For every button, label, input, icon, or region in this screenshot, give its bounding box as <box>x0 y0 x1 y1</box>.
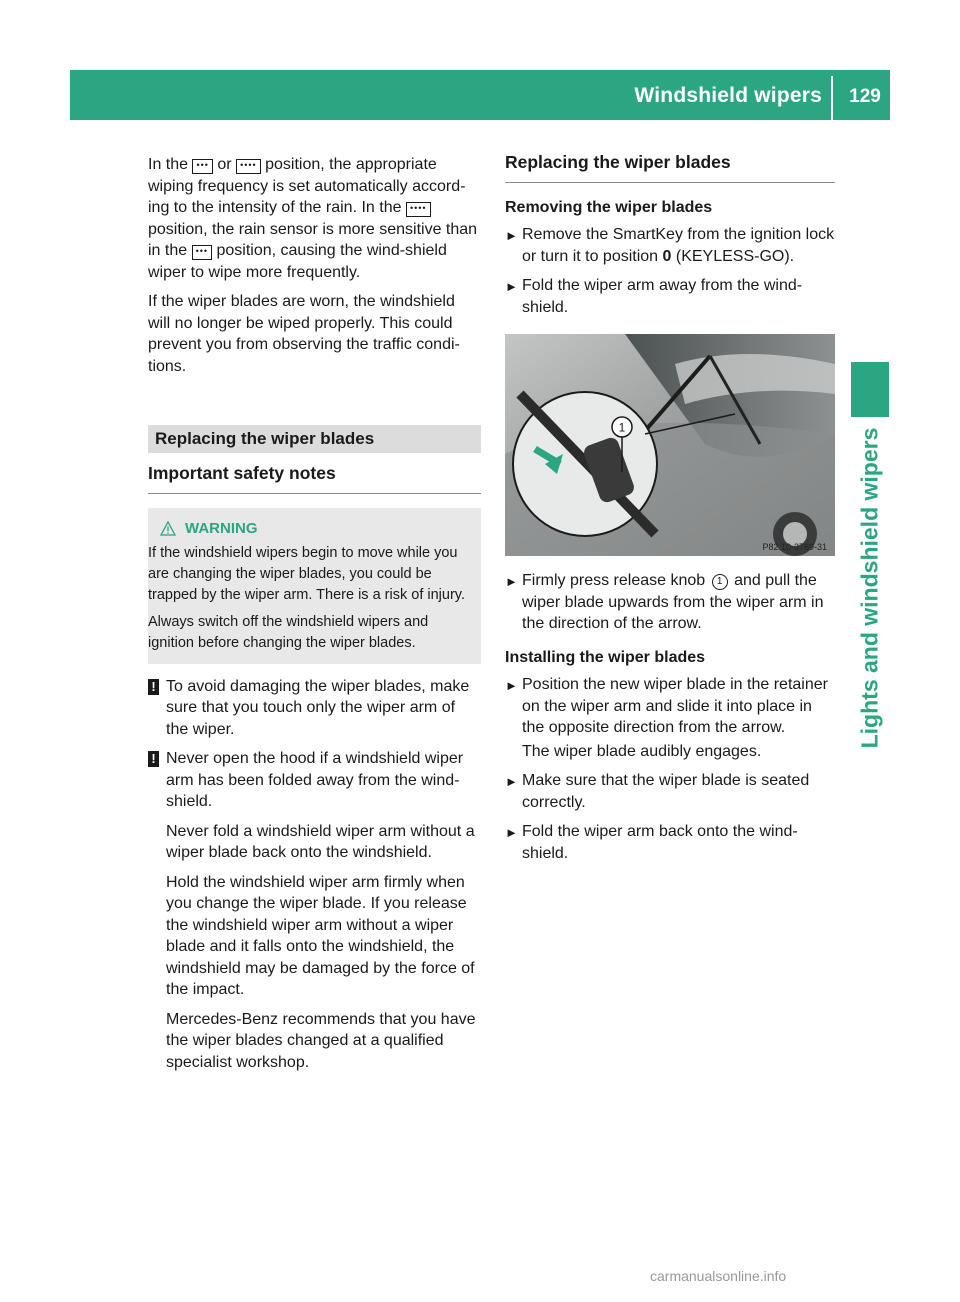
install-step-3 <box>505 821 835 864</box>
press-knob-step <box>505 570 835 635</box>
note-hood <box>151 748 481 1073</box>
step-text-bold: 0 <box>662 247 672 265</box>
exclamation-note-icon: ! <box>148 679 159 695</box>
figure-code: P82.10-3769-31 <box>762 542 827 552</box>
note-avoid-damage <box>151 676 481 741</box>
remove-step-2 <box>505 275 835 318</box>
remove-step-1 <box>505 224 835 267</box>
right-column <box>505 150 835 872</box>
step-text: Fold the wiper arm back onto the wind-shield. <box>522 823 798 862</box>
intro-text: position, the appropriate wiping frequency is set automatically accord-ing to the intensity of the rain. In the <box>148 156 466 216</box>
install-step-2 <box>505 770 835 813</box>
note-text: Never open the hood if a windshield wiper arm has been folded away from the wind-shield. <box>166 750 464 810</box>
header-divider <box>831 76 833 120</box>
arrow-bullet-icon: ► <box>505 678 518 693</box>
step-text: and pull the wiper blade upwards from the wiper arm in the direction of the arrow. <box>522 572 824 632</box>
removing-heading: Removing the wiper blades <box>505 198 713 216</box>
warning-text-1: If the windshield wipers begin to move while you are changing the wiper blades, you could be trapped by the wiper arm. There is a risk of injury. <box>148 544 465 603</box>
right-heading: Replacing the wiper blades <box>505 150 835 183</box>
step-text: Firmly press release knob <box>522 572 710 589</box>
side-tab-marker <box>851 362 889 417</box>
left-column <box>148 154 481 1081</box>
interval-3-icon: ••• <box>192 159 212 174</box>
arrow-bullet-icon: ► <box>505 574 518 589</box>
warning-text-2: Always switch off the windshield wipers and ignition before changing the wiper blades. <box>148 613 429 651</box>
worn-blades-paragraph: If the wiper blades are worn, the windshield will no longer be wiped properly. This could prevent you from observing the traffic condi-tions. <box>148 293 460 375</box>
arrow-bullet-icon: ► <box>505 279 518 294</box>
footer-watermark: carmanualsonline.info <box>650 1268 787 1284</box>
warning-box <box>148 508 481 664</box>
side-tab-label: Lights and windshield wipers <box>856 427 883 749</box>
warning-triangle-icon <box>160 521 176 536</box>
header-title: Windshield wipers <box>634 84 822 107</box>
warning-label: WARNING <box>185 519 258 537</box>
safety-notes-heading: Important safety notes <box>148 463 481 494</box>
intro-text: or <box>212 156 237 173</box>
exclamation-note-icon: ! <box>148 751 159 767</box>
intro-paragraph <box>148 154 481 283</box>
note-text: Hold the windshield wiper arm firmly when you change the wiper blade. If you release the windshield wiper arm without a wiper blade and it falls onto the windshield, the windshield may be damaged by the force of the impact. <box>166 873 475 998</box>
installing-heading: Installing the wiper blades <box>505 648 706 666</box>
intro-text: In the <box>148 156 193 173</box>
arrow-bullet-icon: ► <box>505 228 518 243</box>
figure-callout-1: 1 <box>618 420 626 435</box>
step-text: Make sure that the wiper blade is seated correctly. <box>522 772 810 811</box>
car-wiper-image <box>505 334 835 556</box>
install-result: The wiper blade audibly engages. <box>522 742 762 760</box>
section-title: Replacing the wiper blades <box>148 425 481 453</box>
install-step-1 <box>505 674 835 739</box>
note-text: To avoid damaging the wiper blades, make sure that you touch only the wiper arm of the wiper. <box>166 677 470 738</box>
page-number: 129 <box>849 86 881 107</box>
warning-header <box>160 518 475 539</box>
intro-text: position, causing the wind-shield wiper to wipe more frequently. <box>148 242 447 281</box>
interval-4-icon: •••• <box>406 202 431 217</box>
callout-1-icon: 1 <box>712 574 728 590</box>
wiper-illustration <box>505 334 835 556</box>
interval-4-icon: •••• <box>236 159 261 174</box>
interval-3-icon: ••• <box>192 245 212 260</box>
step-text: Fold the wiper arm away from the wind-shield. <box>522 277 803 316</box>
note-text: Never fold a windshield wiper arm without a wiper blade back onto the windshield. <box>166 822 475 861</box>
arrow-bullet-icon: ► <box>505 774 518 789</box>
step-text: (KEYLESS-GO). <box>671 247 795 265</box>
note-text: Mercedes-Benz recommends that you have the wiper blades changed at a qualified specialist workshop. <box>166 1010 476 1071</box>
intro-text: position, the rain sensor is more sensitive than in the <box>148 220 478 259</box>
step-text: Position the new wiper blade in the retainer on the wiper arm and slide it into place in the opposite direction from the arrow. <box>522 676 828 736</box>
step-text: Remove the SmartKey from the ignition lock or turn it to position <box>522 226 835 265</box>
arrow-bullet-icon: ► <box>505 825 518 840</box>
